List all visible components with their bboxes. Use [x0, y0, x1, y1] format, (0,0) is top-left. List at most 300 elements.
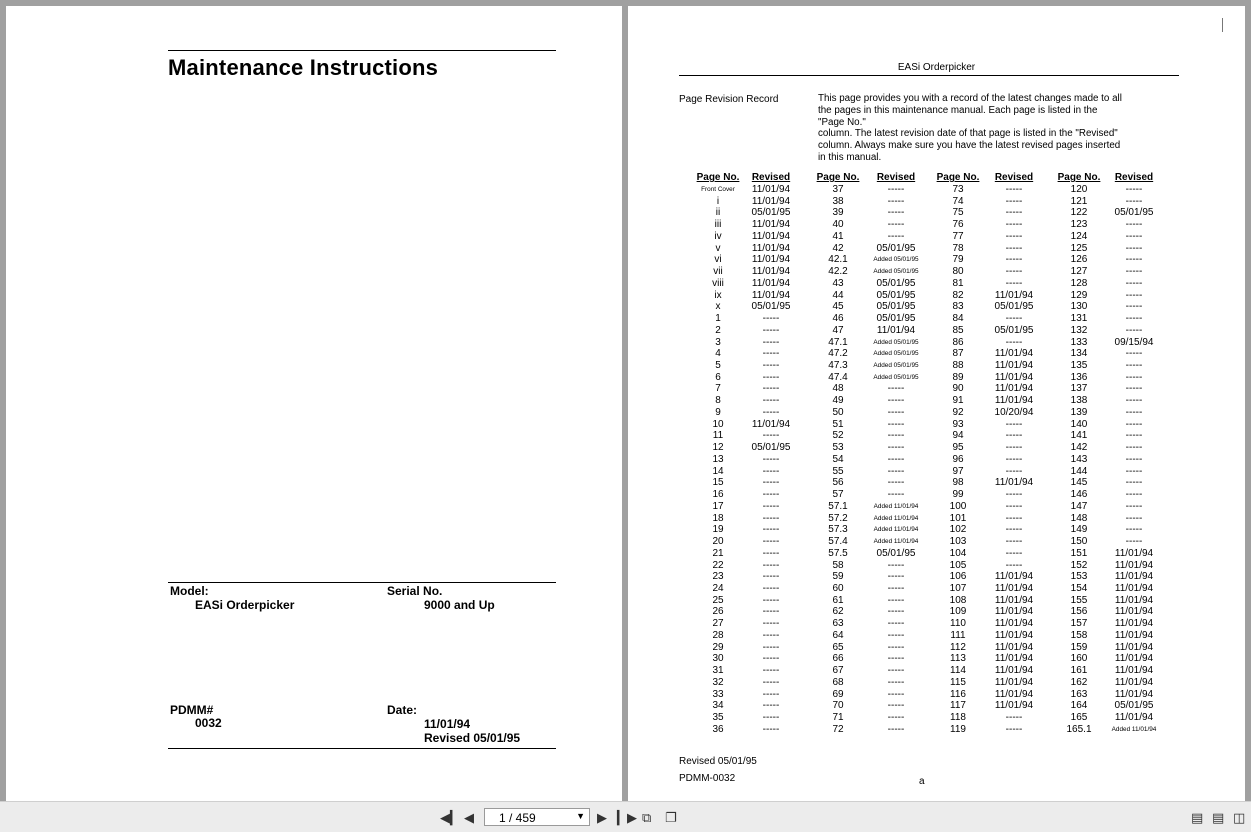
revised-cell: ----- [762, 665, 780, 677]
table-row [814, 642, 930, 654]
table-row [1053, 560, 1163, 572]
table-row [814, 430, 930, 442]
table-row [693, 372, 799, 384]
table-row [814, 524, 930, 536]
revised-cell: ----- [762, 500, 780, 512]
single-page-icon[interactable]: ▤ [1191, 810, 1204, 825]
table-row [693, 301, 799, 313]
page-no-cell: 147 [1070, 500, 1088, 512]
table-row [932, 430, 1044, 442]
last-page-icon[interactable]: ▎▶ [617, 810, 637, 825]
next-page-icon[interactable]: ▶ [597, 810, 607, 825]
table-row [814, 606, 930, 618]
table-row [693, 337, 799, 349]
revised-cell: 11/01/94 [751, 219, 791, 231]
page-no-cell: 49 [832, 395, 844, 407]
page-no-cell: 57 [832, 489, 844, 501]
page-no-cell: 19 [712, 524, 724, 536]
table-row [814, 466, 930, 478]
model-rule [168, 582, 556, 583]
table-row [814, 724, 930, 736]
revised-cell: 05/01/95 [876, 301, 916, 313]
page-no-cell: 80 [952, 266, 964, 278]
page-no-cell: 61 [832, 594, 844, 606]
right-page [628, 6, 1245, 801]
revised-cell: ----- [1005, 559, 1023, 571]
revised-cell: 11/01/94 [1114, 641, 1154, 653]
fit-page-icon[interactable]: ⧉ [642, 810, 652, 825]
table-row [1053, 689, 1163, 701]
revised-cell: ----- [1125, 500, 1143, 512]
revised-header: Revised [994, 172, 1034, 183]
page-no-cell: 153 [1070, 571, 1088, 583]
table-row [1053, 243, 1163, 255]
table-row [693, 383, 799, 395]
revised-cell: 11/01/94 [994, 348, 1034, 360]
page-no-cell: 157 [1070, 618, 1088, 630]
page-no-cell: 53 [832, 442, 844, 454]
table-row [932, 653, 1044, 665]
revised-cell: ----- [887, 395, 905, 407]
page-no-cell: 164 [1070, 700, 1088, 712]
page-no-cell: 85 [952, 324, 964, 336]
revised-cell: 05/01/95 [751, 301, 791, 313]
table-row [1053, 630, 1163, 642]
page-no-cell: 13 [712, 453, 724, 465]
model-label: Model: [170, 584, 209, 598]
page-no-cell: 36 [712, 723, 724, 735]
page-no-cell: 78 [952, 242, 964, 254]
page-no-cell: x [715, 301, 721, 313]
table-row [932, 348, 1044, 360]
revised-cell: Added 11/01/94 [873, 502, 919, 510]
revised-cell: 05/01/95 [876, 289, 916, 301]
page-no-cell: 89 [952, 371, 964, 383]
revised-cell: ----- [1005, 184, 1023, 195]
serial-value: 9000 and Up [424, 598, 495, 612]
page-no-cell: 42.1 [828, 254, 848, 266]
page-no-cell: 42.2 [828, 266, 848, 278]
table-row [693, 724, 799, 736]
page-no-cell: 98 [952, 477, 964, 489]
page-no-cell: 141 [1070, 430, 1088, 442]
revised-cell: 11/01/94 [1114, 629, 1154, 641]
revised-cell: ----- [1005, 712, 1023, 724]
revised-cell: Added 11/01/94 [873, 526, 919, 534]
page-no-cell: 139 [1070, 406, 1088, 418]
first-page-icon[interactable]: ◀▎ [440, 810, 460, 825]
revised-cell: Added 11/01/94 [873, 538, 919, 546]
table-row [1053, 383, 1163, 395]
intro-line: in this manual. [818, 151, 882, 163]
page-no-cell: 33 [712, 688, 724, 700]
table-row [1053, 278, 1163, 290]
revised-cell: 05/01/95 [751, 207, 791, 219]
revised-cell: Added 05/01/95 [873, 350, 919, 358]
table-row [1053, 290, 1163, 302]
revised-cell: ----- [1005, 512, 1023, 524]
table-row [1053, 712, 1163, 724]
revised-cell: ----- [887, 700, 905, 712]
page-no-cell: 135 [1070, 360, 1088, 372]
page-no-cell: 57.2 [828, 512, 848, 524]
page-no-cell: 143 [1070, 453, 1088, 465]
table-row [814, 219, 930, 231]
page-no-header: Page No. [1057, 172, 1101, 183]
table-row [814, 583, 930, 595]
facing-pages-icon[interactable]: ◫ [1233, 810, 1246, 825]
revised-cell: 11/01/94 [994, 360, 1034, 372]
page-number-select[interactable] [484, 808, 590, 826]
page-no-cell: 39 [832, 207, 844, 219]
page-no-cell: 79 [952, 254, 964, 266]
page-no-cell: 44 [832, 289, 844, 301]
page-no-cell: 43 [832, 277, 844, 289]
table-row [814, 337, 930, 349]
page-no-cell: iii [714, 219, 722, 231]
page-no-cell: 148 [1070, 512, 1088, 524]
table-row [932, 372, 1044, 384]
page-no-cell: 75 [952, 207, 964, 219]
revised-cell: ----- [762, 395, 780, 407]
revised-cell: ----- [1125, 219, 1143, 231]
table-row [1053, 266, 1163, 278]
revised-cell: 11/01/94 [751, 418, 791, 430]
table-row [1053, 524, 1163, 536]
page-no-cell: 87 [952, 348, 964, 360]
revised-cell: ----- [1005, 207, 1023, 219]
revised-cell: ----- [887, 489, 905, 501]
revised-cell: ----- [1125, 184, 1143, 195]
table-row [814, 383, 930, 395]
table-row [693, 466, 799, 478]
table-row [693, 501, 799, 513]
table-row [932, 290, 1044, 302]
table-row [693, 700, 799, 712]
revised-cell: ----- [1125, 289, 1143, 301]
page-no-cell: 112 [950, 641, 966, 653]
fit-width-icon[interactable]: ❐ [665, 810, 677, 825]
column-header [814, 172, 930, 184]
table-row [693, 560, 799, 572]
table-row [693, 184, 799, 196]
revised-cell: 11/01/94 [994, 477, 1034, 489]
table-row [932, 665, 1044, 677]
page-no-cell: 65 [832, 641, 844, 653]
revised-cell: ----- [762, 489, 780, 501]
page-no-cell: 63 [832, 618, 844, 630]
table-row [1053, 430, 1163, 442]
table-row [693, 219, 799, 231]
revised-cell: 11/01/94 [876, 324, 916, 336]
revised-cell: ----- [1005, 254, 1023, 266]
revised-cell: 11/01/94 [751, 184, 791, 195]
page-no-cell: 60 [832, 582, 844, 594]
revised-cell: 11/01/94 [1114, 606, 1154, 618]
page-no-cell: 82 [952, 289, 964, 301]
revised-cell: ----- [887, 629, 905, 641]
table-row [814, 372, 930, 384]
page-no-cell: 21 [712, 547, 724, 559]
revised-cell: ----- [762, 524, 780, 536]
table-row [693, 313, 799, 325]
page-no-cell: 116 [950, 688, 966, 700]
table-row [932, 278, 1044, 290]
page-no-header: Page No. [816, 172, 860, 183]
table-row [814, 196, 930, 208]
page-no-cell: 47.3 [828, 360, 848, 372]
table-row [1053, 184, 1163, 196]
table-row [693, 325, 799, 337]
revised-cell: ----- [887, 230, 905, 242]
revised-cell: 11/01/94 [751, 266, 791, 278]
revised-cell: 11/01/94 [994, 629, 1034, 641]
revised-cell: ----- [1125, 371, 1143, 383]
revised-cell: ----- [762, 430, 780, 442]
revised-cell: ----- [762, 641, 780, 653]
revised-cell: 09/15/94 [1114, 336, 1154, 348]
page-no-cell: 106 [949, 571, 967, 583]
date-value: 11/01/94 [424, 717, 471, 731]
revised-cell: 11/01/94 [1114, 594, 1154, 606]
table-row [932, 266, 1044, 278]
revised-cell: 05/01/95 [994, 301, 1034, 313]
page-no-cell: 110 [950, 618, 966, 630]
table-row [693, 207, 799, 219]
table-row [814, 254, 930, 266]
page-no-cell: 123 [1070, 219, 1088, 231]
page-header: EASi Orderpicker [897, 62, 976, 73]
table-row [1053, 301, 1163, 313]
page-no-cell: 4 [715, 348, 721, 360]
revised-cell: ----- [1005, 230, 1023, 242]
intro-line: column. The latest revision date of that page is listed in the "Revised" [818, 128, 1118, 140]
table-row [814, 560, 930, 572]
table-row [1053, 536, 1163, 548]
revised-cell: 11/01/94 [994, 641, 1034, 653]
page-no-cell: 57.3 [828, 524, 848, 536]
revised-cell: ----- [1005, 536, 1023, 548]
page-indicator: 1 / 459 [499, 811, 536, 825]
page-no-cell: 22 [712, 559, 724, 571]
header-rule [679, 75, 1179, 76]
table-row [693, 606, 799, 618]
page-no-cell: 46 [832, 313, 844, 325]
page-title: Maintenance Instructions [168, 55, 439, 80]
table-row [814, 630, 930, 642]
page-no-cell: 55 [832, 465, 844, 477]
page-no-cell: 62 [832, 606, 844, 618]
revised-cell: 11/01/94 [994, 618, 1034, 630]
page-no-cell: 17 [712, 500, 724, 512]
page-no-cell: 51 [832, 418, 844, 430]
table-row [693, 653, 799, 665]
table-row [1053, 724, 1163, 736]
table-row [932, 325, 1044, 337]
page-no-cell: 34 [712, 700, 724, 712]
table-row [814, 665, 930, 677]
table-row [814, 290, 930, 302]
revised-cell: ----- [1125, 442, 1143, 454]
page-no-cell: 11 [712, 430, 724, 442]
table-row [814, 395, 930, 407]
table-row [932, 595, 1044, 607]
page-no-cell: 130 [1070, 301, 1088, 313]
page-no-cell: 77 [952, 230, 964, 242]
table-row [814, 266, 930, 278]
table-row [932, 407, 1044, 419]
page-no-cell: 113 [950, 653, 966, 665]
table-row [932, 477, 1044, 489]
revised-cell: ----- [1005, 547, 1023, 559]
revised-cell: ----- [762, 582, 780, 594]
table-row [1053, 677, 1163, 689]
page-no-cell: 1 [715, 313, 721, 325]
revised-cell: ----- [762, 594, 780, 606]
revised-cell: 11/01/94 [994, 395, 1034, 407]
table-row [1053, 454, 1163, 466]
table-row [814, 325, 930, 337]
table-row [1053, 313, 1163, 325]
table-row [1053, 254, 1163, 266]
revised-cell: ----- [1005, 524, 1023, 536]
table-row [1053, 642, 1163, 654]
revised-cell: ----- [887, 618, 905, 630]
table-row [693, 278, 799, 290]
page-no-cell: 70 [832, 700, 844, 712]
page-no-cell: 5 [715, 360, 721, 372]
page-no-cell: vi [714, 254, 722, 266]
revised-cell: ----- [762, 606, 780, 618]
revised-cell: 11/01/94 [1114, 665, 1154, 677]
revised-cell: ----- [1125, 230, 1143, 242]
page-no-cell: 118 [950, 712, 966, 724]
page-no-cell: 59 [832, 571, 844, 583]
table-row [693, 442, 799, 454]
page-no-cell: 28 [712, 629, 724, 641]
table-row [932, 454, 1044, 466]
revised-cell: ----- [887, 688, 905, 700]
serial-label: Serial No. [387, 584, 443, 598]
prev-page-icon[interactable]: ◀ [464, 810, 474, 825]
model-value: EASi Orderpicker [195, 598, 295, 612]
revised-cell: 05/01/95 [876, 277, 916, 289]
revised-cell: ----- [1125, 360, 1143, 372]
table-row [814, 278, 930, 290]
revised-cell: ----- [887, 453, 905, 465]
table-row [932, 583, 1044, 595]
revised-cell: ----- [1125, 453, 1143, 465]
page-no-cell: 90 [952, 383, 964, 395]
page-no-cell: 73 [952, 184, 964, 195]
revision-column [693, 172, 799, 736]
revised-cell: ----- [1005, 277, 1023, 289]
left-page [6, 6, 622, 801]
table-row [814, 231, 930, 243]
page-no-cell: 58 [832, 559, 844, 571]
page-no-cell: 104 [949, 547, 967, 559]
page-no-cell: 29 [712, 641, 724, 653]
table-row [932, 524, 1044, 536]
table-row [932, 700, 1044, 712]
page-no-cell: 86 [952, 336, 964, 348]
pdmm-value: 0032 [195, 716, 222, 730]
page-no-cell: 23 [712, 571, 724, 583]
footer-revised: Revised 05/01/95 [679, 756, 757, 767]
page-no-cell: 42 [832, 242, 844, 254]
page-no-cell: 47 [832, 324, 844, 336]
table-row [814, 595, 930, 607]
table-row [693, 477, 799, 489]
page-no-cell: 7 [715, 383, 721, 395]
revised-cell: ----- [887, 195, 905, 207]
revised-cell: ----- [1125, 406, 1143, 418]
table-row [1053, 513, 1163, 525]
revised-cell: ----- [1125, 324, 1143, 336]
table-row [1053, 442, 1163, 454]
page-no-cell: 68 [832, 676, 844, 688]
intro-line: column. Always make sure you have the latest revised pages inserted [818, 140, 1121, 152]
revised-cell: ----- [1125, 301, 1143, 313]
revised-cell: 11/01/94 [751, 277, 791, 289]
page-no-cell: 155 [1070, 594, 1088, 606]
revised-cell: 11/01/94 [994, 653, 1034, 665]
page-no-cell: 108 [949, 594, 967, 606]
page-no-cell: 125 [1070, 242, 1088, 254]
intro-line: the pages in this maintenance manual. Each page is listed in the [818, 104, 1098, 116]
revised-cell: ----- [762, 313, 780, 325]
table-row [693, 266, 799, 278]
revised-cell: 11/01/94 [1114, 559, 1154, 571]
table-row [693, 536, 799, 548]
page-no-cell: 151 [1070, 547, 1088, 559]
table-row [1053, 477, 1163, 489]
section-title: Page Revision Record [679, 94, 779, 105]
page-no-cell: 47.4 [828, 371, 848, 383]
table-row [814, 513, 930, 525]
table-row [693, 360, 799, 372]
page-no-cell: 136 [1070, 371, 1088, 383]
page-no-cell: 41 [832, 230, 844, 242]
revised-cell: ----- [887, 430, 905, 442]
table-row [693, 665, 799, 677]
table-row [932, 301, 1044, 313]
page-no-cell: 165 [1070, 712, 1088, 724]
page-no-cell: 3 [715, 336, 721, 348]
page-no-cell: 92 [952, 406, 964, 418]
continuous-page-icon[interactable]: ▤ [1212, 810, 1225, 825]
table-row [1053, 583, 1163, 595]
date-label: Date: [387, 703, 418, 717]
table-row [932, 536, 1044, 548]
page-no-cell: 15 [712, 477, 724, 489]
page-no-cell: 8 [715, 395, 721, 407]
revised-cell: ----- [1005, 442, 1023, 454]
revised-cell: ----- [887, 406, 905, 418]
revised-cell: ----- [1125, 489, 1143, 501]
page-no-cell: Front Cover [701, 186, 735, 193]
revised-cell: 05/01/95 [994, 324, 1034, 336]
intro-line: This page provides you with a record of the latest changes made to all [818, 93, 1122, 104]
revised-cell: ----- [887, 219, 905, 231]
page-no-cell: 100 [949, 500, 967, 512]
table-row [932, 313, 1044, 325]
page-no-cell: 140 [1070, 418, 1088, 430]
page-no-cell: 37 [832, 184, 844, 195]
revised-cell: ----- [762, 453, 780, 465]
table-row [1053, 360, 1163, 372]
page-no-cell: 142 [1070, 442, 1088, 454]
